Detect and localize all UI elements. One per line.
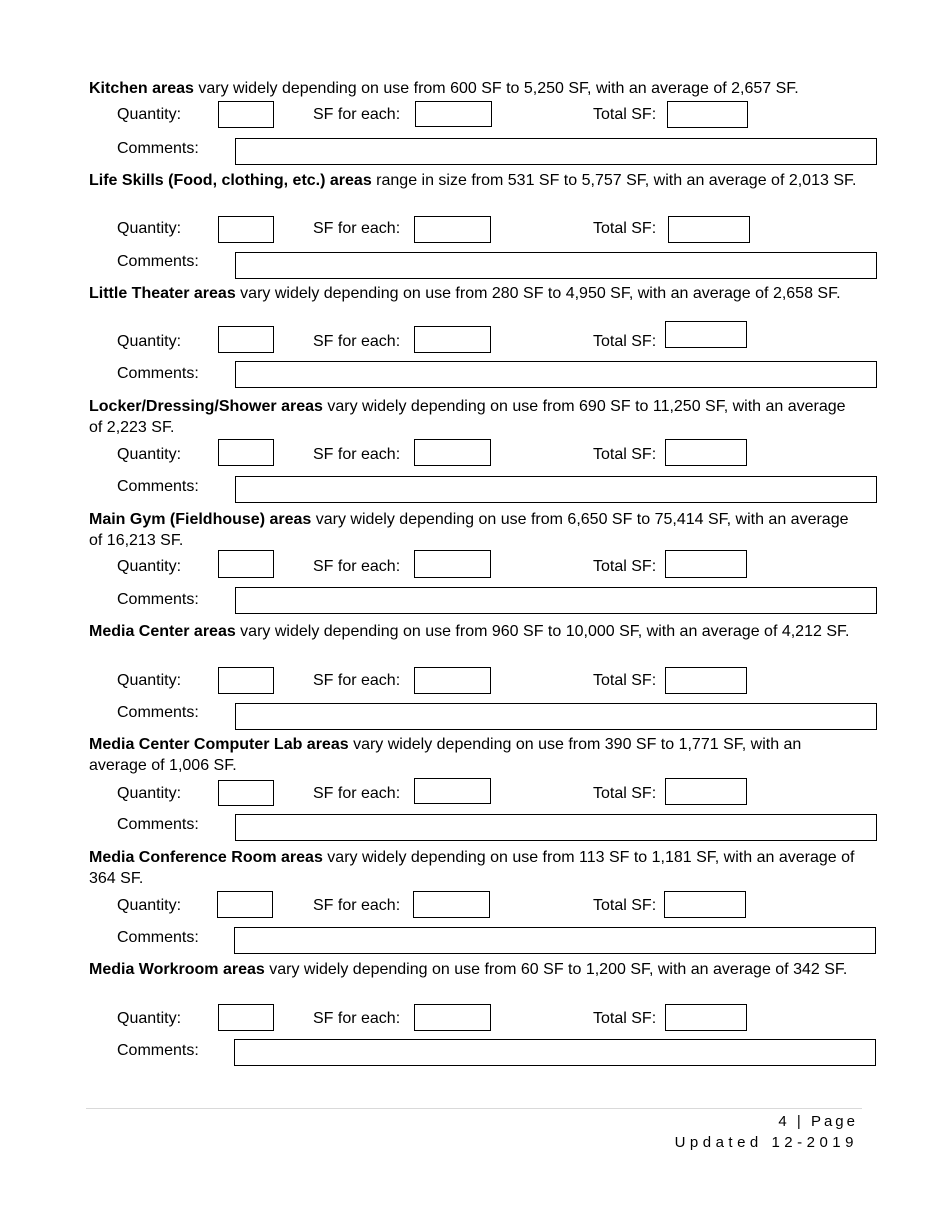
section-description — [89, 734, 859, 776]
comments-input[interactable] — [235, 814, 877, 841]
quantity-input[interactable] — [218, 326, 274, 353]
sf-each-label: SF for each: — [313, 446, 401, 463]
footer-page-number: 4 | Page — [778, 1113, 858, 1130]
section-kitchen — [89, 78, 859, 99]
total-sf-label: Total SF: — [593, 446, 657, 463]
sf-each-label: SF for each: — [313, 897, 401, 914]
total-sf-input[interactable] — [667, 101, 748, 128]
quantity-label: Quantity: — [117, 672, 182, 689]
comments-input[interactable] — [235, 476, 877, 503]
sf-each-input[interactable] — [415, 101, 492, 127]
quantity-label: Quantity: — [117, 220, 182, 237]
quantity-label: Quantity: — [117, 897, 182, 914]
total-sf-label: Total SF: — [593, 785, 657, 802]
comments-label: Comments: — [117, 704, 199, 721]
section-text: vary widely depending on use from 113 SF to 1,181 SF, with an average of 364 SF. — [89, 849, 855, 887]
section-text: vary widely depending on use from 390 SF to 1,771 SF, with an average of 1,006 SF. — [89, 736, 802, 774]
section-title: Little Theater areas — [89, 285, 236, 302]
comments-label: Comments: — [117, 591, 199, 608]
total-sf-label: Total SF: — [593, 558, 657, 575]
total-sf-label: Total SF: — [593, 897, 657, 914]
quantity-label: Quantity: — [117, 785, 182, 802]
sf-each-label: SF for each: — [313, 106, 401, 123]
comments-label: Comments: — [117, 929, 199, 946]
section-text: vary widely depending on use from 280 SF to 4,950 SF, with an average of 2,658 SF. — [235, 285, 841, 302]
section-title: Life Skills (Food, clothing, etc.) areas — [89, 172, 372, 189]
section-text: vary widely depending on use from 6,650 SF to 75,414 SF, with an average of 16,213 SF. — [89, 511, 849, 549]
quantity-input[interactable] — [218, 101, 274, 128]
quantity-input[interactable] — [218, 439, 274, 466]
quantity-input[interactable] — [218, 1004, 274, 1031]
section-title: Locker/Dressing/Shower areas — [89, 398, 323, 415]
section-text: vary widely depending on use from 960 SF to 10,000 SF, with an average of 4,212 SF. — [235, 623, 850, 640]
section-little-theater — [89, 283, 859, 304]
comments-input[interactable] — [235, 252, 877, 279]
section-title: Media Center areas — [89, 623, 236, 640]
total-sf-label: Total SF: — [593, 672, 657, 689]
comments-input[interactable] — [235, 361, 877, 388]
section-text: vary widely depending on use from 690 SF to 11,250 SF, with an average of 2,223 SF. — [89, 398, 846, 436]
quantity-label: Quantity: — [117, 446, 182, 463]
section-description — [89, 621, 859, 642]
sf-each-input[interactable] — [414, 216, 491, 243]
sf-each-input[interactable] — [414, 778, 491, 804]
comments-input[interactable] — [234, 927, 876, 954]
quantity-input[interactable] — [218, 550, 274, 578]
total-sf-input[interactable] — [665, 439, 747, 466]
comments-label: Comments: — [117, 1042, 199, 1059]
comments-label: Comments: — [117, 253, 199, 270]
section-title: Media Workroom areas — [89, 961, 265, 978]
section-text: vary widely depending on use from 600 SF to 5,250 SF, with an average of 2,657 SF. — [193, 80, 799, 97]
section-media-conference-room — [89, 847, 859, 889]
section-text: range in size from 531 SF to 5,757 SF, with an average of 2,013 SF. — [371, 172, 857, 189]
quantity-input[interactable] — [218, 667, 274, 694]
sf-each-label: SF for each: — [313, 558, 401, 575]
sf-each-input[interactable] — [414, 550, 491, 578]
sf-each-input[interactable] — [414, 326, 491, 353]
section-locker — [89, 396, 859, 438]
section-media-center — [89, 621, 859, 642]
total-sf-label: Total SF: — [593, 220, 657, 237]
total-sf-input[interactable] — [665, 321, 747, 348]
quantity-input[interactable] — [218, 216, 274, 243]
comments-label: Comments: — [117, 478, 199, 495]
total-sf-input[interactable] — [664, 891, 746, 918]
quantity-input[interactable] — [218, 780, 274, 806]
comments-label: Comments: — [117, 365, 199, 382]
section-description — [89, 283, 859, 304]
section-title: Media Conference Room areas — [89, 849, 323, 866]
quantity-label: Quantity: — [117, 1010, 182, 1027]
comments-input[interactable] — [235, 587, 877, 614]
total-sf-input[interactable] — [665, 667, 747, 694]
section-description — [89, 959, 859, 980]
total-sf-label: Total SF: — [593, 106, 657, 123]
sf-each-label: SF for each: — [313, 672, 401, 689]
comments-input[interactable] — [234, 1039, 876, 1066]
total-sf-input[interactable] — [668, 216, 750, 243]
total-sf-input[interactable] — [665, 550, 747, 578]
comments-label: Comments: — [117, 140, 199, 157]
quantity-label: Quantity: — [117, 106, 182, 123]
sf-each-input[interactable] — [414, 667, 491, 694]
section-description — [89, 396, 859, 438]
section-main-gym — [89, 509, 859, 551]
section-text: vary widely depending on use from 60 SF to 1,200 SF, with an average of 342 SF. — [264, 961, 848, 978]
total-sf-input[interactable] — [665, 778, 747, 805]
sf-each-label: SF for each: — [313, 333, 401, 350]
sf-each-input[interactable] — [414, 439, 491, 466]
section-life-skills — [89, 170, 859, 191]
comments-input[interactable] — [235, 703, 877, 730]
section-description — [89, 847, 859, 889]
footer-divider — [86, 1108, 862, 1109]
section-title: Kitchen areas — [89, 80, 194, 97]
section-media-workroom — [89, 959, 859, 980]
sf-each-label: SF for each: — [313, 1010, 401, 1027]
section-description — [89, 78, 859, 99]
comments-input[interactable] — [235, 138, 877, 165]
section-description — [89, 170, 859, 191]
comments-label: Comments: — [117, 816, 199, 833]
quantity-label: Quantity: — [117, 558, 182, 575]
section-description — [89, 509, 859, 551]
section-media-computer-lab — [89, 734, 859, 776]
sf-each-input[interactable] — [413, 891, 490, 918]
sf-each-label: SF for each: — [313, 785, 401, 802]
total-sf-label: Total SF: — [593, 333, 657, 350]
total-sf-label: Total SF: — [593, 1010, 657, 1027]
sf-each-input[interactable] — [414, 1004, 491, 1031]
quantity-input[interactable] — [217, 891, 273, 918]
section-title: Media Center Computer Lab areas — [89, 736, 349, 753]
quantity-label: Quantity: — [117, 333, 182, 350]
sf-each-label: SF for each: — [313, 220, 401, 237]
section-title: Main Gym (Fieldhouse) areas — [89, 511, 312, 528]
total-sf-input[interactable] — [665, 1004, 747, 1031]
footer-updated-date: Updated 12-2019 — [674, 1134, 858, 1151]
